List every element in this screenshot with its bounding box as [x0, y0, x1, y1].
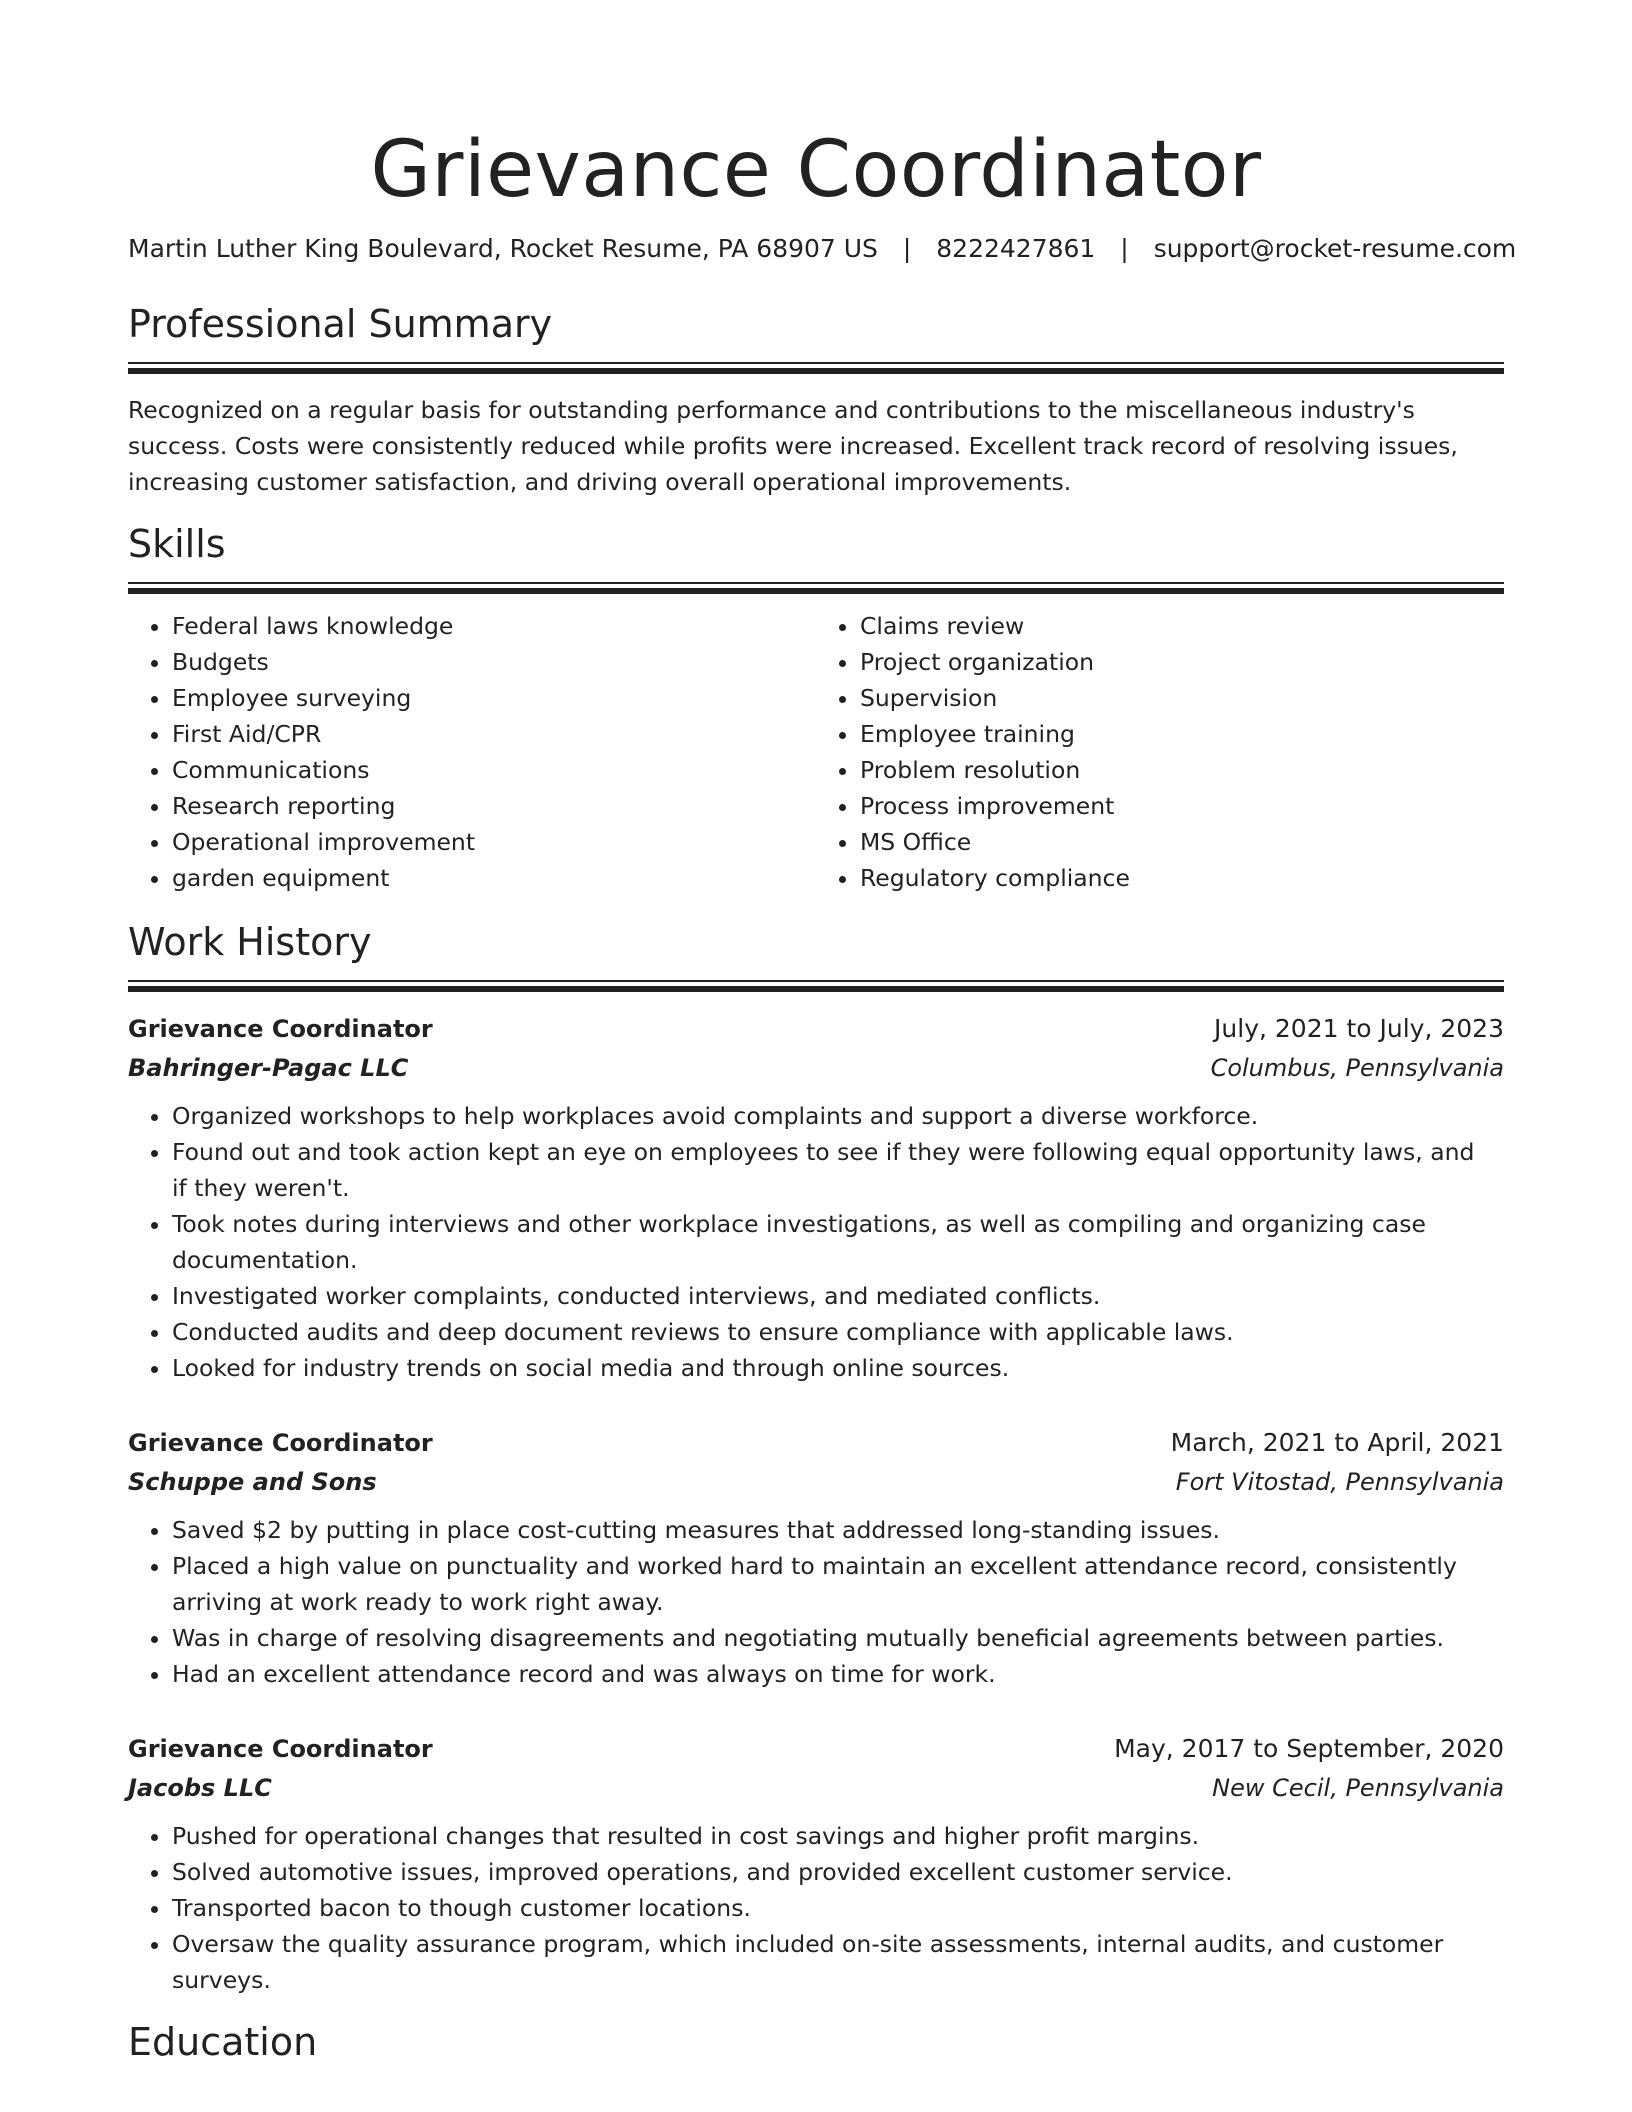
job-company: Bahringer-Pagac LLC: [128, 1054, 409, 1082]
skill-item: • Operational improvement: [172, 824, 816, 860]
job-bullet: • Conducted audits and deep document reviews to ensure compliance with applicable laws.: [172, 1314, 1504, 1350]
contact-address: Martin Luther King Boulevard, Rocket Resume, PA 68907 US: [128, 234, 878, 263]
resume-title: Grievance Coordinator: [370, 125, 1262, 215]
skills-columns: [128, 608, 1504, 896]
job-location: Columbus, Pennsylvania: [1210, 1054, 1504, 1082]
job-bullet: • Looked for industry trends on social media and through online sources.: [172, 1350, 1504, 1386]
skill-item: • Federal laws knowledge: [172, 608, 816, 644]
skill-item: • Supervision: [860, 680, 1504, 716]
section-divider: [128, 980, 1504, 992]
job-bullets: [128, 1098, 1504, 1386]
resume-page: [128, 0, 1517, 2066]
job-bullet: • Had an excellent attendance record and was always on time for work.: [172, 1656, 1504, 1692]
job-bullet: • Was in charge of resolving disagreements and negotiating mutually beneficial agreements between parties.: [172, 1620, 1504, 1656]
contact-separator: |: [902, 234, 912, 263]
job-bullet: • Transported bacon to though customer locations.: [172, 1890, 1504, 1926]
skill-item: • Process improvement: [860, 788, 1504, 824]
skills-list-left: [128, 608, 816, 896]
skill-item: • Project organization: [860, 644, 1504, 680]
job-company: Schuppe and Sons: [128, 1468, 377, 1496]
job-dates: July, 2021 to July, 2023: [1214, 1014, 1504, 1043]
skill-item: • Regulatory compliance: [860, 860, 1504, 896]
skill-item: • Budgets: [172, 644, 816, 680]
job-bullet: • Placed a high value on punctuality and worked hard to maintain an excellent attendance record, consistently arriving at work ready to work right away.: [172, 1548, 1504, 1620]
job-bullet: • Pushed for operational changes that resulted in cost savings and higher profit margins.: [172, 1818, 1504, 1854]
skill-item: • Communications: [172, 752, 816, 788]
job-bullet: • Found out and took action kept an eye on employees to see if they were following equal opportunity laws, and if they weren't.: [172, 1134, 1504, 1206]
skills-heading: Skills: [128, 522, 226, 566]
job-title: Grievance Coordinator: [128, 1429, 433, 1457]
skill-item: • garden equipment: [172, 860, 816, 896]
job-bullet: • Saved $2 by putting in place cost-cutting measures that addressed long-standing issues.: [172, 1512, 1504, 1548]
job-bullet: • Investigated worker complaints, conducted interviews, and mediated conflicts.: [172, 1278, 1504, 1314]
job-bullet: • Took notes during interviews and other workplace investigations, as well as compiling and organizing case documentation.: [172, 1206, 1504, 1278]
skill-item: • Problem resolution: [860, 752, 1504, 788]
skill-item: • First Aid/CPR: [172, 716, 816, 752]
summary-section: [128, 300, 1504, 500]
job-dates: May, 2017 to September, 2020: [1114, 1734, 1504, 1763]
skill-item: • Claims review: [860, 608, 1504, 644]
job-company: Jacobs LLC: [128, 1774, 272, 1802]
job-entry: [128, 1010, 1504, 1386]
skill-item: • Research reporting: [172, 788, 816, 824]
section-divider: [128, 582, 1504, 594]
skill-item: • Employee training: [860, 716, 1504, 752]
job-bullets: [128, 1512, 1504, 1692]
job-bullet: • Oversaw the quality assurance program, which included on-site assessments, internal audits, and customer surveys.: [172, 1926, 1504, 1998]
contact-email: support@rocket-resume.com: [1153, 234, 1517, 263]
summary-text: Recognized on a regular basis for outstanding performance and contributions to the miscellaneous industry's success. Costs were consistently reduced while profits were increased. Excellent track record of resolving issues, increasing customer satisfaction, and driving overall operational improvements.: [128, 396, 1458, 496]
job-bullets: [128, 1818, 1504, 1998]
job-location: New Cecil, Pennsylvania: [1212, 1774, 1504, 1802]
job-location: Fort Vitostad, Pennsylvania: [1175, 1468, 1504, 1496]
job-dates: March, 2021 to April, 2021: [1170, 1428, 1504, 1457]
work-history-heading: Work History: [128, 920, 372, 964]
education-heading: Education: [128, 2020, 318, 2064]
job-title: Grievance Coordinator: [128, 1015, 433, 1043]
summary-heading: Professional Summary: [128, 302, 553, 346]
work-history-section: [128, 918, 1504, 1998]
skill-item: • MS Office: [860, 824, 1504, 860]
skills-list-right: [816, 608, 1504, 896]
skills-section: [128, 520, 1504, 896]
contact-line: [128, 232, 1517, 266]
contact-phone: 8222427861: [936, 234, 1096, 263]
contact-separator: |: [1120, 234, 1129, 263]
education-section: [128, 2018, 1504, 2066]
job-bullet: • Organized workshops to help workplaces avoid complaints and support a diverse workforce.: [172, 1098, 1504, 1134]
skill-item: • Employee surveying: [172, 680, 816, 716]
job-bullet: • Solved automotive issues, improved operations, and provided excellent customer service.: [172, 1854, 1504, 1890]
job-title: Grievance Coordinator: [128, 1735, 433, 1763]
job-entry: [128, 1424, 1504, 1692]
section-divider: [128, 362, 1504, 374]
job-entry: [128, 1730, 1504, 1998]
